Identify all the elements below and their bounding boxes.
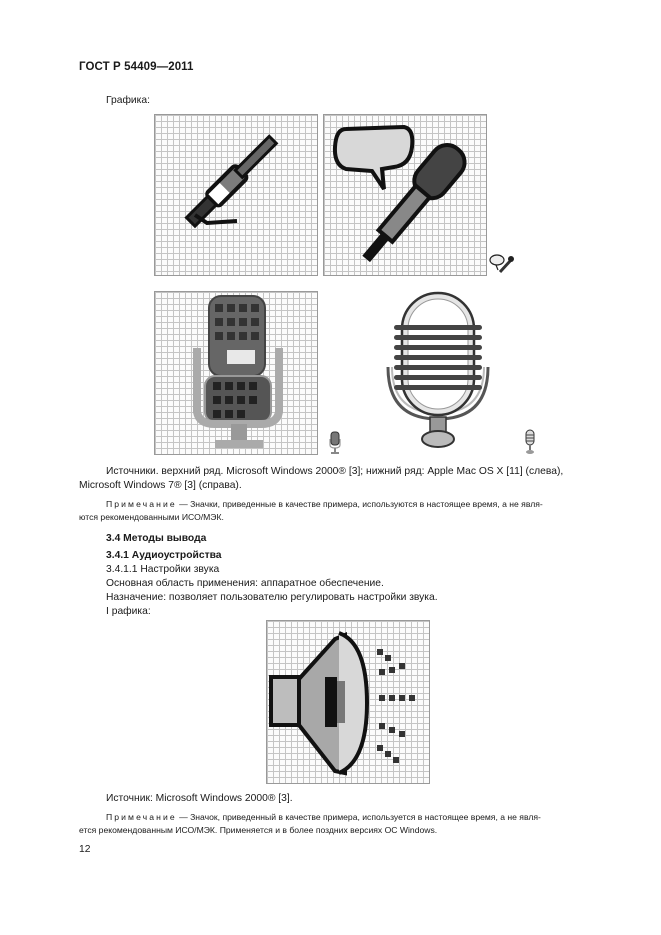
note-1-line-1 [106,498,543,510]
page-number: 12 [79,844,91,855]
speaker-pixel-icon [267,621,429,783]
mac-microphone-thumbnail-icon [328,431,342,455]
speech-bubble-microphone-thumbnail-icon [488,252,516,276]
microphone-bubble-grid [323,114,487,276]
purpose: Назначение: позволяет пользователю регулировать настройки звука. [106,592,438,603]
retro-microphone-thumbnail-icon [523,429,537,455]
speaker-grid [266,620,430,784]
application-area: Основная область применения: аппаратное обеспечение. [106,578,384,589]
note-2-label: Примечание [106,812,177,822]
source-line-2: Microsoft Windows 7® [3] (справа). [79,480,242,491]
retro-microphone [382,291,494,455]
section-heading: 3.4 Методы вывода [106,533,207,544]
microphone-small-pixel-icon [155,115,317,275]
microphone-with-speech-bubble-pixel-icon [324,115,486,275]
note-1-label: Примечание [106,499,177,509]
microphone-small-grid [154,114,318,276]
graphics-label: Графика: [106,95,150,106]
source-2: Источник: Microsoft Windows 2000® [3]. [106,793,293,804]
note-2-line-1 [106,811,541,823]
note-1-text: — Значки, приведенные в качестве примера, используются в настоящее время, а не явля- [176,499,543,509]
note-2-line-2: ется рекомендованным ИСО/МЭК. Применяется и в более поздних версиях ОС Windows. [79,825,438,835]
mac-microphone-grid [154,291,318,455]
retro-microphone-thumbnail [523,429,537,455]
mac-microphone-thumbnail [328,431,342,455]
item-heading: 3.4.1.1 Настройки звука [106,564,220,575]
mac-microphone-pixel-icon [155,292,317,454]
source-line-1: Источники. верхний ряд. Microsoft Windows 2000® [3]; нижний ряд: Apple Mac OS X [11] (слева), [106,466,564,477]
note-1-line-2: ются рекомендованными ИСО/МЭК. [79,512,224,522]
retro-microphone-icon [382,291,494,455]
graphics-label-2: I рафика: [106,606,151,617]
note-2-text: — Значок, приведенный в качестве примера, используется в настоящее время, а не явля- [176,812,541,822]
speech-bubble-microphone-thumbnail [488,252,516,276]
standard-id: ГОСТ Р 54409—2011 [79,61,194,73]
subsection-heading: 3.4.1 Аудиоустройства [106,550,222,561]
